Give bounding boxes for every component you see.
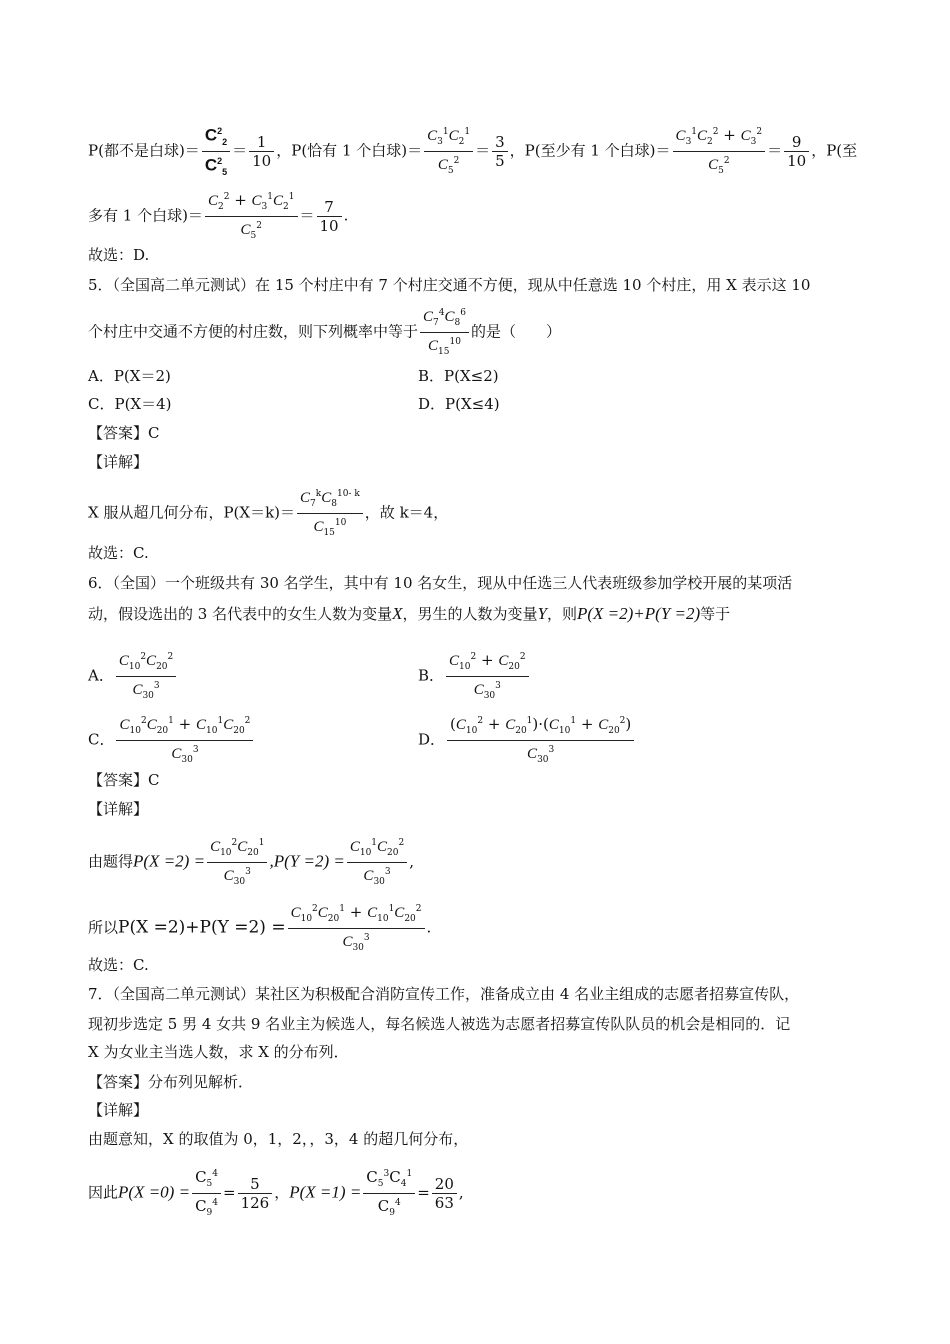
p4-text-f: ＝ [299, 206, 315, 225]
q6-expr: P(X =2)+P(Y =2) [576, 604, 701, 623]
frac-opt-c: $\frac{C_{10}^2C_{20}^1 + C_{10}^1C_{20}^2}{C_{30}^3}$ [116, 712, 253, 769]
q5-option-a: A．P(X＝2) [88, 367, 171, 385]
q5-choose: 故选：C. [88, 544, 149, 562]
q6-detail-d: 所以 [88, 918, 119, 937]
q6-detail-b: ,P(Y =2) = [269, 851, 345, 871]
q5-detail: 【详解】 [88, 453, 149, 471]
q6-text-c: ，则 [546, 605, 577, 623]
q6-line-1: 6．（全国）一个班级共有 30 名学生，其中有 10 名女生，现从中任选三人代表班级参加学校开展的某项活 [88, 574, 793, 592]
p4-text-b: ，P(恰有 1 个白球)＝ [276, 141, 423, 160]
q6-option-c [88, 712, 255, 769]
q6-detail-line-1: 由题得P(X =2) = $\frac{C_{10}^2C_{20}^1}{C_{30}^3}$ ,P(Y =2) = $\frac{C_{10}^1C_{20}^2}{C_{30}^3}$ , [88, 834, 414, 891]
q7-line-2: 现初步选定 5 男 4 女共 9 名业主为候选人，每名候选人被选为志愿者招募宣传队队员的机会是相同的．记 [88, 1015, 791, 1033]
frac-atleast-one: $\frac{C_3^1C_2^2 + C_3^2}{C_5^2}$ [673, 123, 766, 180]
q5-line-1: 5．（全国高二单元测试）在 15 个村庄中有 7 个村庄交通不方便，现从中任意选 10 个村庄，用 X 表示这 10 [88, 276, 811, 294]
q6-detail: 【详解】 [88, 800, 149, 818]
q6-detail-e: P(X =2)+P(Y =2) = [118, 917, 286, 938]
q5-detail-a: X 服从超几何分布，P(X＝k)＝ [88, 503, 296, 522]
q7-answer: 【答案】分布列见解析． [88, 1073, 254, 1091]
frac-opt-b: $\frac{C_{10}^2 + C_{20}^2}{C_{30}^3}$ [446, 648, 529, 705]
q5-option-c: C．P(X＝4) [88, 395, 172, 413]
q7-detail-b: ， [274, 1183, 290, 1202]
p4-line-1: P(都不是白球)＝ $\frac{C^2_2}{C^2_5}$ ＝ $\frac{1}{10}$ ，P(恰有 1 个白球)＝ $\frac{C_3^1C_2^1}{C_5^2}$ ＝ $\frac{3}{5}$ ，P(至少有 1 个白球)＝ $\frac{C_3^1C_2^2 + C_3^2}{C_5^2}$ ＝ $\frac{9}{10}$ ，P(至 [88, 122, 857, 181]
q6-detail-line-2 [88, 900, 431, 957]
q5-detail-b: ，故 k＝4， [364, 503, 449, 522]
frac-px2: $\frac{C_{10}^2C_{20}^1}{C_{30}^3}$ [207, 834, 267, 891]
p4-line-2: 多有 1 个白球)＝ $\frac{C_2^2 + C_3^1C_2^1}{C_5^2}$ ＝ $\frac{7}{10}$ . [88, 188, 348, 245]
frac-c54-c94: $\frac{C_5^4}{C_9^4}$ [192, 1165, 221, 1222]
q6-detail-f: . [426, 918, 432, 937]
frac-9-10: $\frac{9}{10}$ [784, 133, 809, 170]
p4-text-e: 多有 1 个白球)＝ [88, 206, 203, 225]
q6-option-a [88, 648, 178, 705]
q6-text-b: ，男生的人数为变量 [402, 605, 538, 623]
frac-atmost-one: $\frac{C_2^2 + C_3^1C_2^1}{C_5^2}$ [205, 188, 298, 245]
q6-detail-c: , [409, 852, 415, 871]
q5-text-b: 的是（ ） [470, 322, 561, 341]
q5-text-a: 个村庄中交通不方便的村庄数，则下列概率中等于 [88, 322, 419, 341]
q6-answer: 【答案】C [88, 771, 160, 789]
frac-c74c86-c1510: $\frac{C_7^4C_8^6}{C_{15}^{10}}$ [420, 304, 469, 361]
q7-detail-c: , [458, 1183, 464, 1202]
q7-detail-line-1: 由题意知，X 的取值为 0，1，2，，3，4 的超几何分布， [88, 1130, 469, 1148]
p4-answer: 故选：D. [88, 246, 150, 264]
p4-text-d: ，P(至 [811, 141, 858, 160]
frac-sum: $\frac{C_{10}^2C_{20}^1 + C_{10}^1C_{20}^2}{C_{30}^3}$ [288, 900, 425, 957]
q6-detail-a: 由题得 [88, 852, 134, 871]
q7-detail-a: 因此 [88, 1183, 119, 1202]
q7-detail-line-2: 因此P(X =0) = $\frac{C_5^4}{C_9^4}$ = $\frac{5}{126}$ ，P(X =1) = $\frac{C_5^3C_4^1}{C_9^4}$ = $\frac{20}{63}$ , [88, 1165, 464, 1222]
p4-text-c: ，P(至少有 1 个白球)＝ [509, 141, 671, 160]
q5-option-b: B．P(X≤2) [418, 367, 499, 385]
q5-detail-line [88, 485, 448, 542]
frac-c31c21-c52: $\frac{C_3^1C_2^1}{C_5^2}$ [424, 123, 473, 180]
q6-opt-a-label: A． [88, 666, 114, 685]
q6-choose: 故选：C. [88, 956, 149, 974]
q5-answer: 【答案】C [88, 424, 160, 442]
frac-7-10: $\frac{7}{10}$ [317, 198, 342, 235]
q5-line-2 [88, 304, 561, 361]
frac-c22-c52: $\frac{C^2_2}{C^2_5}$ [202, 122, 230, 181]
q6-opt-d-label: D． [418, 730, 446, 749]
p4-text-a: P(都不是白球)＝ [88, 141, 200, 160]
q6-line-2 [88, 604, 730, 624]
q6-option-b [418, 648, 531, 705]
q6-text-a: 动，假设选出的 3 名代表中的女生人数为变量 [88, 605, 393, 623]
q7-detail: 【详解】 [88, 1101, 149, 1119]
var-y: Y [537, 604, 547, 623]
frac-py2: $\frac{C_{10}^1C_{20}^2}{C_{30}^3}$ [347, 834, 407, 891]
frac-opt-d: $\frac{(C_{10}^2 + C_{20}^1)\cdot(C_{10}^1 + C_{20}^2)}{C_{30}^3}$ [447, 712, 634, 769]
q5-option-d: D．P(X≤4) [418, 395, 500, 413]
frac-hypergeom: $\frac{C_7^kC_8^{10- k}}{C_{15}^{10}}$ [297, 485, 363, 542]
frac-3-5: $\frac{3}{5}$ [492, 133, 508, 170]
q6-opt-c-label: C． [88, 730, 115, 749]
frac-5-126: $\frac{5}{126}$ [238, 1175, 273, 1212]
frac-c53c41-c94: $\frac{C_5^3C_4^1}{C_9^4}$ [363, 1165, 415, 1222]
q7-line-3: X 为女业主当选人数，求 X 的分布列． [88, 1043, 349, 1061]
var-x: X [392, 604, 403, 623]
frac-1-10: $\frac{1}{10}$ [249, 133, 274, 170]
q6-option-d [418, 712, 636, 769]
q7-line-1: 7．（全国高二单元测试）某社区为积极配合消防宣传工作，准备成立由 4 名业主组成的志愿者招募宣传队， [88, 985, 800, 1003]
frac-opt-a: $\frac{C_{10}^2C_{20}^2}{C_{30}^3}$ [116, 648, 176, 705]
frac-20-63: $\frac{20}{63}$ [432, 1175, 457, 1212]
q6-opt-b-label: B． [418, 666, 445, 685]
q6-text-d: 等于 [700, 605, 731, 623]
